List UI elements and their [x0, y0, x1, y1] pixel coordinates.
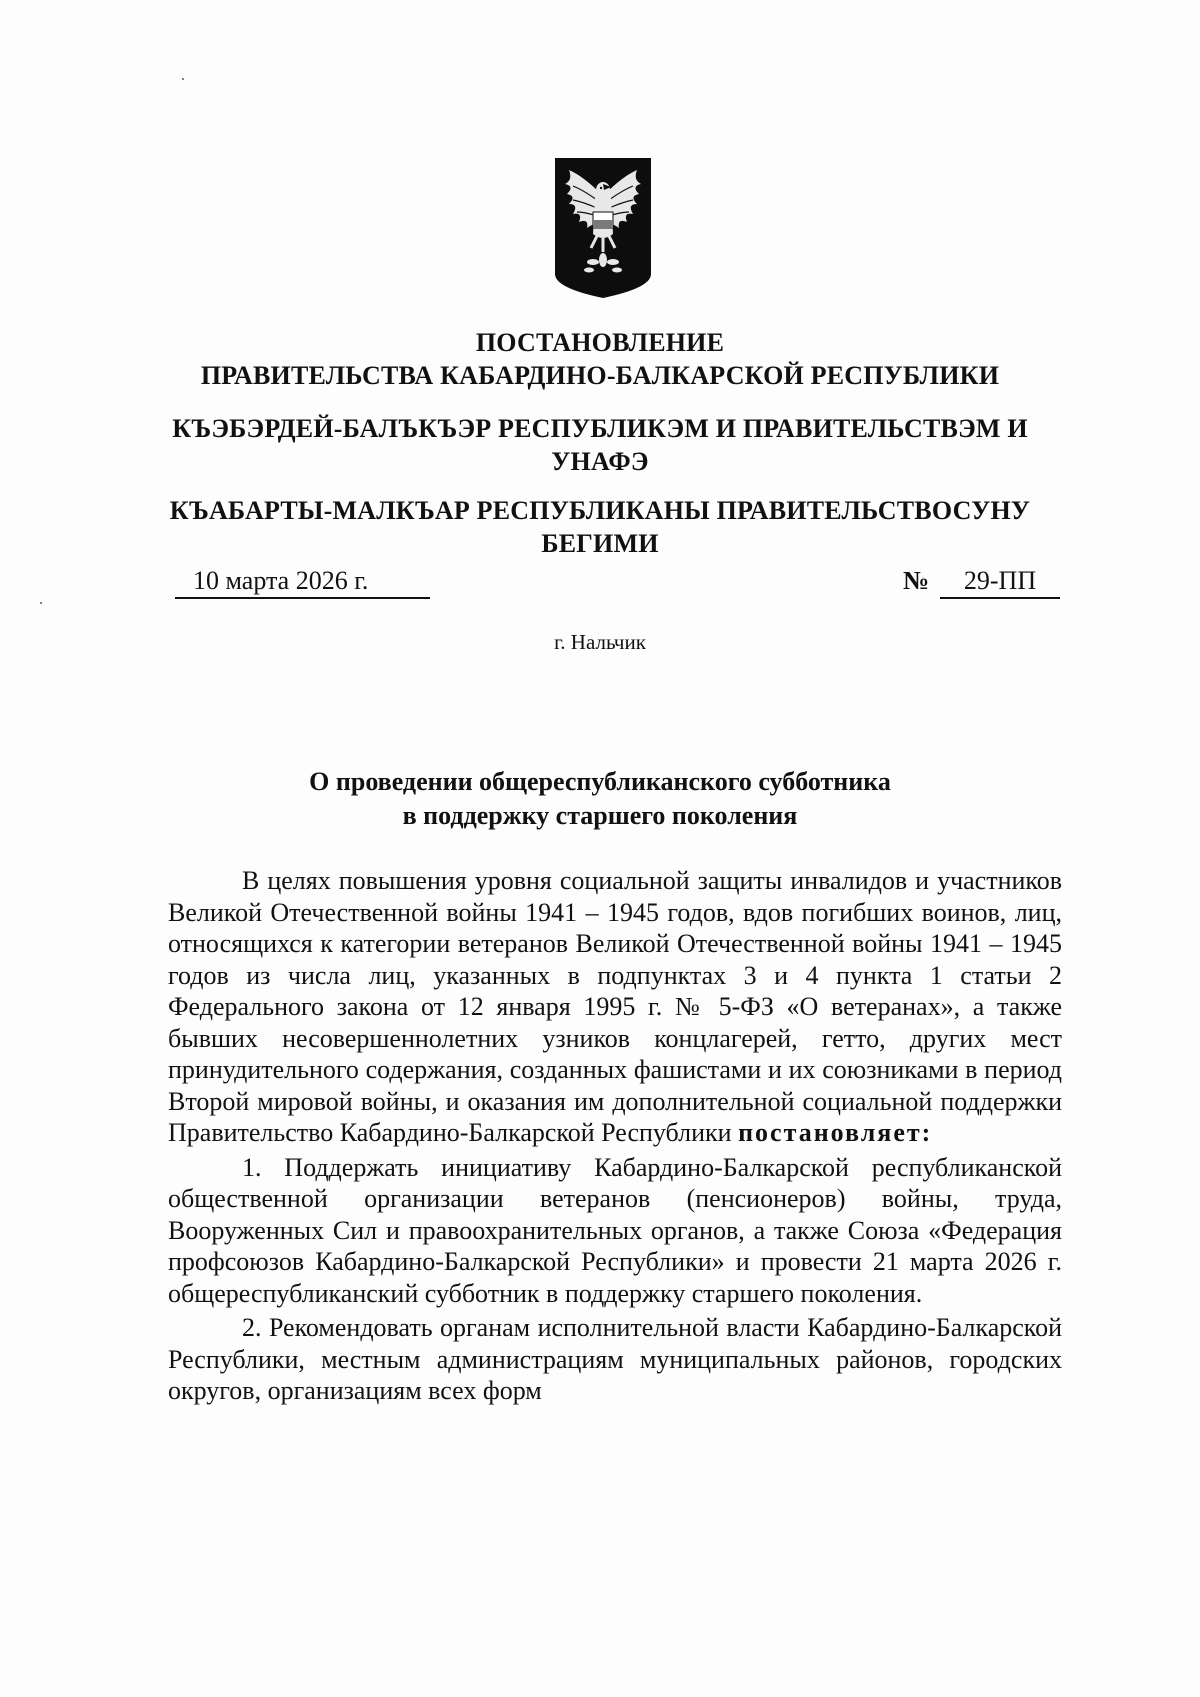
document-heading	[150, 326, 1050, 392]
heading-resolution: ПОСТАНОВЛЕНИЕ	[475, 328, 725, 357]
document-title	[150, 765, 1050, 833]
coat-of-arms-eagle-icon	[553, 156, 653, 299]
preamble-text: В целях повышения уровня социальной защиты инвалидов и участников Великой Отечественной войны 1941 – 1945 годов, вдов погибших воинов, лиц, относящихся к категории ветеранов Великой Отечественной войны 1941 – 1945 годов из числа лиц, указанных в подпунктах 3 и 4 пункта 1 статьи 2 Федерального закона от 12 января 1995 г. № 5-ФЗ «О ветеранах», а также бывших несовершеннолетних узников концлагерей, гетто, других мест принудительного содержания, созданных фашистами и их союзниками в период Второй мировой войны, и оказания им дополнительной социальной поддержки Правительство Кабардино-Балкарской Республики	[168, 866, 1062, 1147]
heading-kabardian-line1: КЪЭБЭРДЕЙ-БАЛЪКЪЭР РЕСПУБЛИКЭМ И ПРАВИТЕЛЬСТВЭМ И	[172, 414, 1028, 443]
item-2-paragraph: 2. Рекомендовать органам исполнительной власти Кабардино-Балкарской Республики, местным администрациям муниципальных районов, городских округов, организациям всех форм	[168, 1313, 1062, 1405]
document-date: 10 марта 2026 г.	[175, 565, 430, 599]
heading-balkar	[150, 494, 1050, 560]
scan-speck	[182, 78, 184, 80]
document-title-line2: в поддержку старшего поколения	[402, 801, 798, 830]
heading-balkar-line2: БЕГИМИ	[541, 529, 659, 558]
preamble-paragraph	[168, 865, 1062, 1149]
resolves-keyword: постановляет:	[738, 1118, 933, 1147]
document-city: г. Нальчик	[554, 630, 646, 654]
heading-balkar-line1: КЪАБАРТЫ-МАЛКЪАР РЕСПУБЛИКАНЫ ПРАВИТЕЛЬСТВОСУНУ	[169, 496, 1031, 525]
item-1-paragraph: 1. Поддержать инициативу Кабардино-Балкарской республиканской общественной организации ветеранов (пенсионеров) войны, труда, Вооруженных Сил и правоохранительных органов, а также Союза «Федерация профсоюзов Кабардино-Балкарской Республики» и провести 21 марта 2026 г. общереспубликанский субботник в поддержку старшего поколения.	[168, 1152, 1062, 1308]
document-title-line1: О проведении общереспубликанского субботника	[309, 767, 891, 796]
document-body	[168, 865, 1062, 1407]
document-number-label: №	[903, 566, 930, 595]
heading-kabardian	[150, 412, 1050, 478]
scan-speck	[40, 602, 42, 604]
document-number: 29-ПП	[940, 565, 1060, 599]
heading-kabardian-line2: УНАФЭ	[551, 447, 649, 476]
heading-government: ПРАВИТЕЛЬСТВА КАБАРДИНО-БАЛКАРСКОЙ РЕСПУБЛИКИ	[200, 361, 1000, 390]
